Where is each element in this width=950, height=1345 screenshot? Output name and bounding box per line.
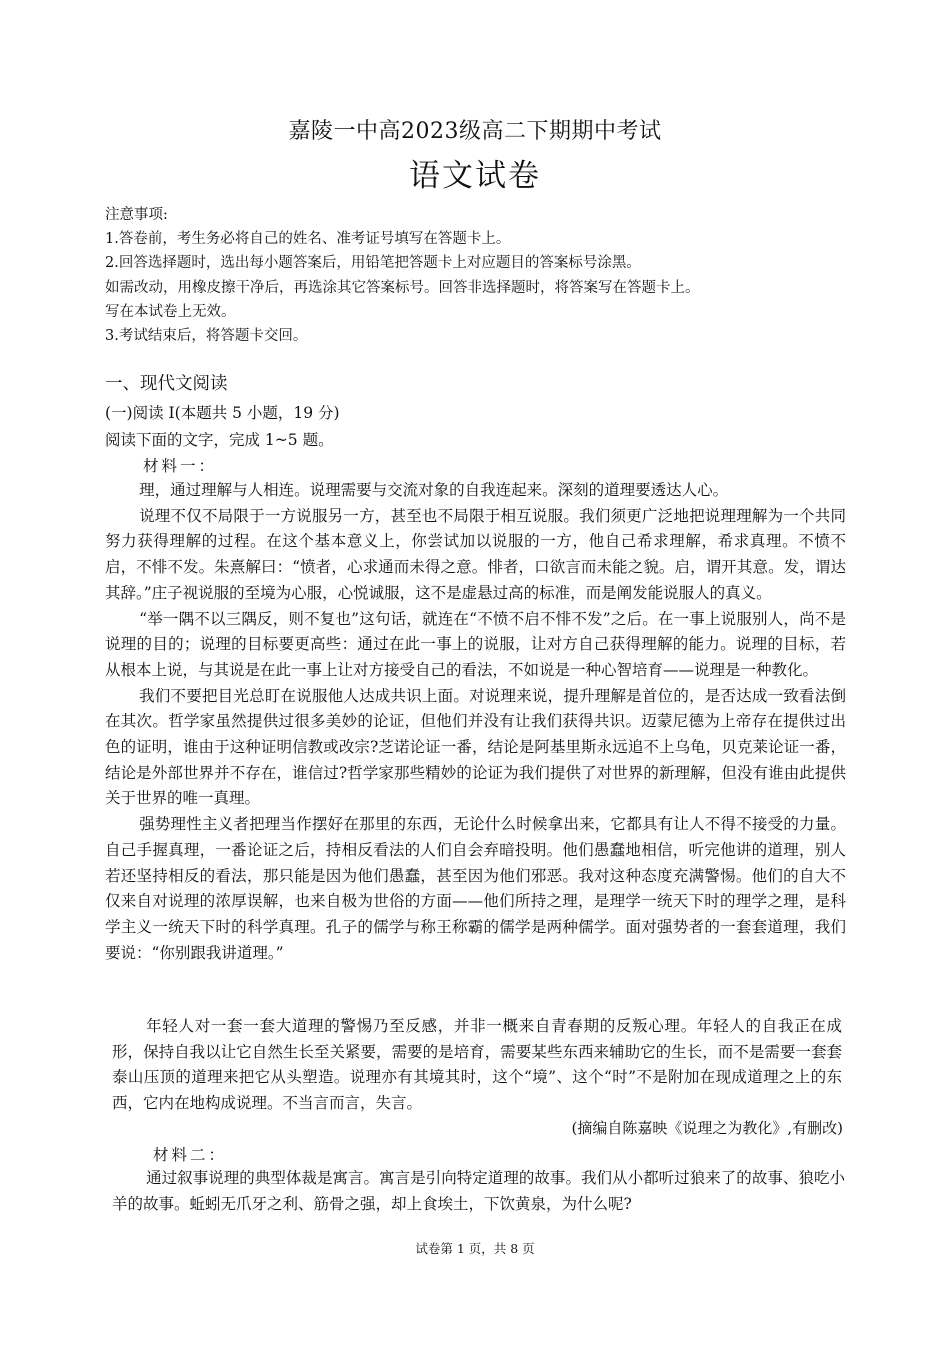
exam-title: 嘉陵一中高2023级高二下期期中考试	[288, 119, 662, 144]
material-one-label: 材料一：	[143, 457, 218, 475]
exam-subtitle: 语文试卷	[409, 158, 541, 194]
paragraph: 我们不要把目光总盯在说服他人达成共识上面。对说理来说，提升理解是首位的，是否达成一致看法倒在其次。哲学家虽然提供过很多美妙的论证，但他们并没有让我们获得共识。迈蒙尼德为上帝存在提供过出色的证明，谁由于这种证明信教或改宗?芝诺论证一番，结论是阿基里斯永远追不上乌龟，贝克莱论证一番，结论是外部世界并不存在，谁信过?哲学家那些精妙的论证为我们提供了对世界的新理解，但没有谁由此提供关于世界的唯一真理。	[105, 686, 846, 808]
paragraph: 年轻人对一套一套大道理的警惕乃至反感，并非一概来自青春期的反叛心理。年轻人的自我正在成形，保持自我以让它自然生长至关紧要，需要的是培育，需要某些东西来辅助它的生长，而不是需要一套套泰山压顶的道理来把它从头塑造。说理亦有其境其时，这个“境”、这个“时”不是附加在现成道理之上的东西，它内在地构成说理。不当言而言，失言。	[112, 1017, 842, 1112]
paragraph: “举一隅不以三隅反，则不复也”这句话，就连在“不愤不启不悱不发”之后。在一事上说服别人，尚不是说理的目的；说理的目标要更高些：通过在此一事上的说服，让对方自己获得理解的能力。说理的目标，若从根本上说，与其说是在此一事上让对方接受自己的看法，不如说是一种心智培育——说理是一种教化。	[105, 609, 846, 679]
reading-subheading: (一)阅读 I(本题共 5 小题，19 分)	[105, 404, 340, 422]
page-footer: 试卷第 1 页，共 8 页	[415, 1241, 535, 1256]
reading-instruction: 阅读下面的文字，完成 1~5 题。	[105, 431, 334, 449]
paragraph: 理，通过理解与人相连。说理需要与交流对象的自我连起来。深刻的道理要透达人心。	[139, 481, 729, 499]
notice-line: 写在本试卷上无效。	[105, 303, 236, 320]
material-one-body	[105, 478, 846, 966]
notice-heading: 注意事项:	[105, 207, 168, 223]
source-citation: (摘编自陈嘉映《说理之为教化》,有删改)	[571, 1119, 843, 1137]
notice-block	[105, 203, 865, 348]
notice-line: 1.答卷前，考生务必将自己的姓名、准考证号填写在答题卡上。	[105, 231, 511, 248]
notice-line: 如需改动，用橡皮擦干净后，再选涂其它答案标号。回答非选择题时，将答案写在答题卡上。	[105, 279, 700, 296]
material-two-label: 材料二：	[153, 1146, 228, 1164]
notice-line: 2.回答选择题时，选出每小题答案后，用铅笔把答题卡上对应题目的答案标号涂黑。	[105, 255, 641, 272]
paragraph: 通过叙事说理的典型体裁是寓言。寓言是引向特定道理的故事。我们从小都听过狼来了的故事、狼吃小羊的故事。蚯蚓无爪牙之利、筋骨之强，却上食埃土，下饮黄泉，为什么呢?	[112, 1169, 845, 1213]
material-two-body	[112, 1166, 845, 1217]
paragraph: 强势理性主义者把理当作摆好在那里的东西，无论什么时候拿出来，它都具有让人不得不接受的力量。自己手握真理，一番论证之后，持相反看法的人们自会弃暗投明。他们愚蠢地相信，听完他讲的道理，别人若还坚持相反的看法，那只能是因为他们愚蠢，甚至因为他们邪恶。我对这种态度充满警惕。他们的自大不仅来自对说理的浓厚误解，也来自极为世俗的方面——他们所持之理，是理学一统天下时的理学之理，是科学主义一统天下时的科学真理。孔子的儒学与称王称霸的儒学是两种儒学。面对强势者的一套套道理，我们要说：“你别跟我讲道理。”	[105, 815, 846, 962]
section-heading: 一、现代文阅读	[105, 374, 228, 394]
notice-line: 3.考试结束后，将答题卡交回。	[105, 328, 308, 345]
material-one-last	[112, 1014, 842, 1116]
paragraph: 说理不仅不局限于一方说服另一方，甚至也不局限于相互说服。我们须更广泛地把说理理解为一个共同努力获得理解的过程。在这个基本意义上，你尝试加以说服的一方，他自己希求理解，希求真理。不愤不启，不悱不发。朱熹解曰：“愤者，心求通而未得之意。悱者，口欲言而未能之貌。启，谓开其意。发，谓达其辞。”庄子视说服的至境为心服，心悦诚服，这不是虚悬过高的标准，而是阐发能说服人的真义。	[105, 506, 846, 602]
